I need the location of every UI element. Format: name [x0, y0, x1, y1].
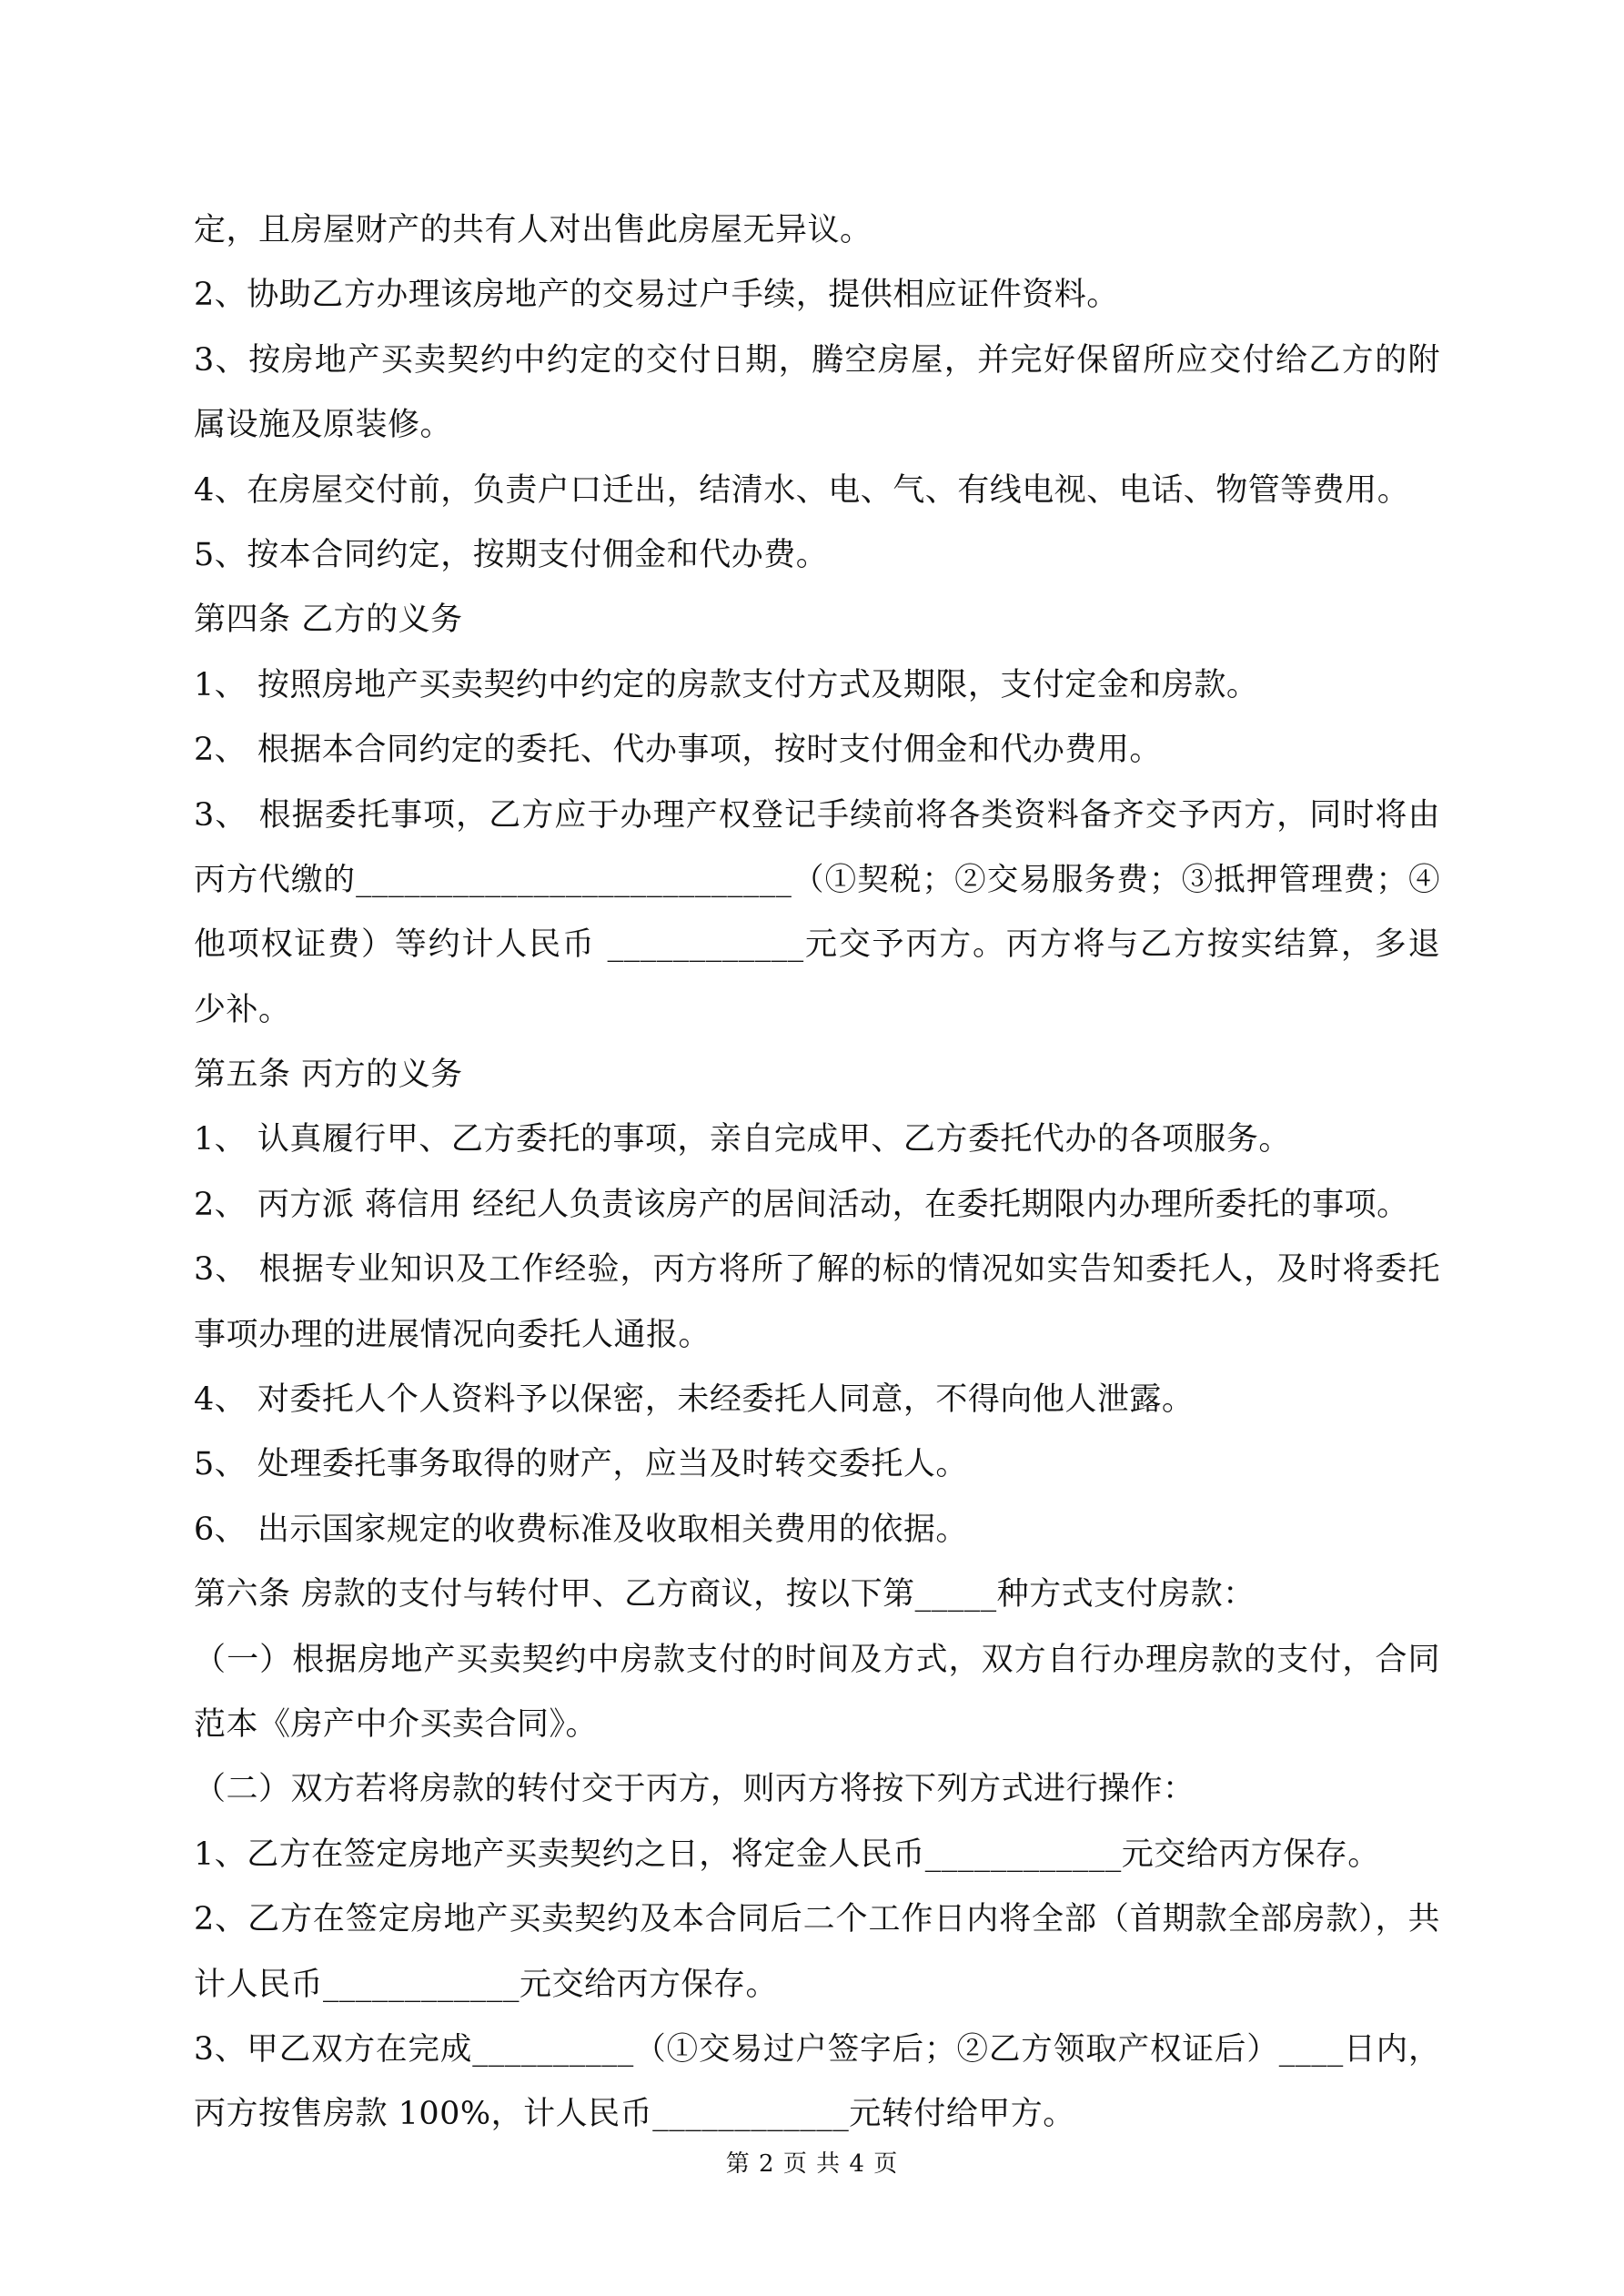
- text-line: 3、按房地产买卖契约中约定的交付日期，腾空房屋，并完好保留所应交付给乙方的附: [194, 341, 1440, 379]
- text-line: （二）双方若将房款的转付交于丙方，则丙方将按下列方式进行操作：: [194, 1771, 1195, 1808]
- text-line: 3、甲乙双方在完成__________（①交易过户签字后；②乙方领取产权证后）____日内，: [194, 2030, 1440, 2068]
- contract-body: [194, 198, 1440, 2148]
- text-line: 1、 按照房地产买卖契约中约定的房款支付方式及期限，支付定金和房款。: [194, 666, 1259, 703]
- text-line: 4、 对委托人个人资料予以保密，未经委托人同意，不得向他人泄露。: [194, 1381, 1195, 1419]
- text-line: 3、 根据委托事项，乙方应于办理产权登记手续前将各类资料备齐交予丙方，同时将由: [194, 796, 1440, 834]
- text-line: 属设施及原装修。: [194, 407, 453, 444]
- text-line: 定，且房屋财产的共有人对出售此房屋无异议。: [194, 212, 873, 248]
- text-line: 2、协助乙方办理该房地产的交易过户手续，提供相应证件资料。: [194, 277, 1119, 314]
- text-line: 2、乙方在签定房地产买卖契约及本合同后二个工作日内将全部（首期款全部房款），共: [194, 1901, 1440, 1938]
- section-heading: 第六条 房款的支付与转付甲、乙方商议，按以下第_____种方式支付房款：: [194, 1576, 1256, 1613]
- section-heading: 第四条 乙方的义务: [194, 602, 463, 639]
- text-line: 丙方按售房款 100%，计人民币____________元转付给甲方。: [194, 2096, 1075, 2133]
- text-line: 2、 丙方派 蒋信用 经纪人负责该房产的居间活动，在委托期限内办理所委托的事项。: [194, 1186, 1409, 1223]
- text-line: 事项办理的进展情况向委托人通报。: [194, 1316, 711, 1353]
- text-line: 1、 认真履行甲、乙方委托的事项，亲自完成甲、乙方委托代办的各项服务。: [194, 1121, 1291, 1158]
- text-line: 1、乙方在签定房地产买卖契约之日，将定金人民币____________元交给丙方保存。: [194, 1836, 1380, 1873]
- text-line: 范本《房产中介买卖合同》。: [194, 1705, 599, 1743]
- text-line: 少补。: [194, 991, 291, 1028]
- text-line: （一）根据房地产买卖契约中房款支付的时间及方式，双方自行办理房款的支付，合同: [194, 1641, 1440, 1678]
- section-heading: 第五条 丙方的义务: [194, 1057, 463, 1094]
- text-line: 5、 处理委托事务取得的财产，应当及时转交委托人。: [194, 1446, 968, 1483]
- text-line: 3、 根据专业知识及工作经验，丙方将所了解的标的情况如实告知委托人，及时将委托: [194, 1251, 1440, 1289]
- text-line: 他项权证费）等约计人民币 ____________元交予丙方。丙方将与乙方按实结算，多退: [194, 926, 1440, 964]
- text-line: 5、按本合同约定，按期支付佣金和代办费。: [194, 536, 829, 573]
- text-line: 6、 出示国家规定的收费标准及收取相关费用的依据。: [194, 1511, 968, 1548]
- text-line: 2、 根据本合同约定的委托、代办事项，按时支付佣金和代办费用。: [194, 732, 1162, 769]
- text-line: 丙方代缴的___________________________（①契税；②交易服务费；③抵押管理费；④: [194, 861, 1440, 898]
- page-number-footer: 第 2 页 共 4 页: [725, 2150, 899, 2178]
- text-line: 计人民币____________元交给丙方保存。: [194, 1966, 779, 2003]
- text-line: 4、在房屋交付前，负责户口迁出，结清水、电、气、有线电视、电话、物管等费用。: [194, 471, 1410, 509]
